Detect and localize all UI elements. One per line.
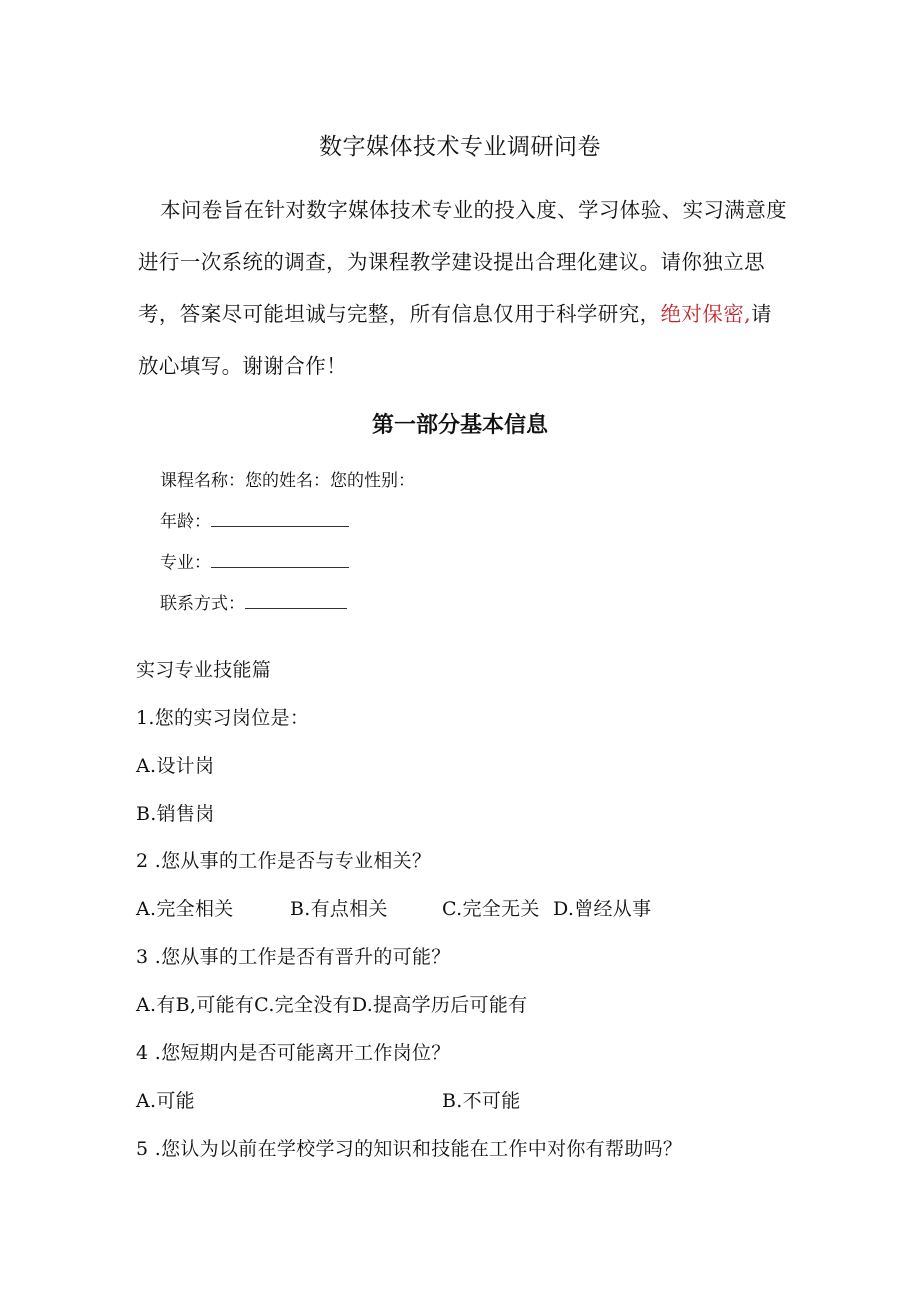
q1-option-b: B.销售岗 [136,803,215,825]
intro-paragraph [138,184,788,392]
basic-fields-line: 课程名称：您的姓名：您的性别： [160,471,415,491]
intro-highlight: 绝对保密, [660,302,752,326]
age-blank-line[interactable] [211,508,349,527]
age-label: 年龄： [160,512,211,532]
major-blank-line[interactable] [211,549,349,568]
q4-option-b: B.不可能 [442,1090,521,1112]
age-field [160,507,349,532]
document-title: 数字媒体技术专业调研问卷 [319,134,601,160]
part1-title: 第一部分基本信息 [371,413,548,438]
major-field [160,548,349,573]
contact-label: 联系方式： [160,594,245,614]
question-1: 1.您的实习岗位是： [136,707,310,729]
contact-blank-line[interactable] [245,590,347,609]
contact-field [160,589,347,614]
intro-text: 本问卷旨在针对数字媒体技术专业的投入度、学习体验、实习满意度进行一次系统的调查，为课程教学建设提出合理化建议。请你独立思考，答案尽可能坦诚与完整，所有信息仅用于科学研究， [138,198,787,326]
q3-options: A.有B,可能有C.完全没有D.提高学历后可能有 [136,994,528,1016]
intro-text-end: 请放心填写。谢谢合作！ [138,302,772,378]
question-2: 2 .您从事的工作是否与专业相关？ [136,850,432,872]
major-label: 专业： [160,553,211,573]
q2-option-c: C.完全无关 [442,898,540,920]
question-3: 3 .您从事的工作是否有晋升的可能？ [136,946,451,968]
q2-option-d: D.曾经从事 [553,898,652,920]
section-title: 实习专业技能篇 [136,659,272,681]
question-5: 5 .您认为以前在学校学习的知识和技能在工作中对你有帮助吗？ [136,1138,683,1160]
q2-option-a: A.完全相关 [136,898,234,920]
q4-option-a: A.可能 [136,1090,195,1112]
question-4: 4 .您短期内是否可能离开工作岗位？ [136,1042,451,1064]
q1-option-a: A.设计岗 [136,755,215,777]
q2-option-b: B.有点相关 [290,898,388,920]
